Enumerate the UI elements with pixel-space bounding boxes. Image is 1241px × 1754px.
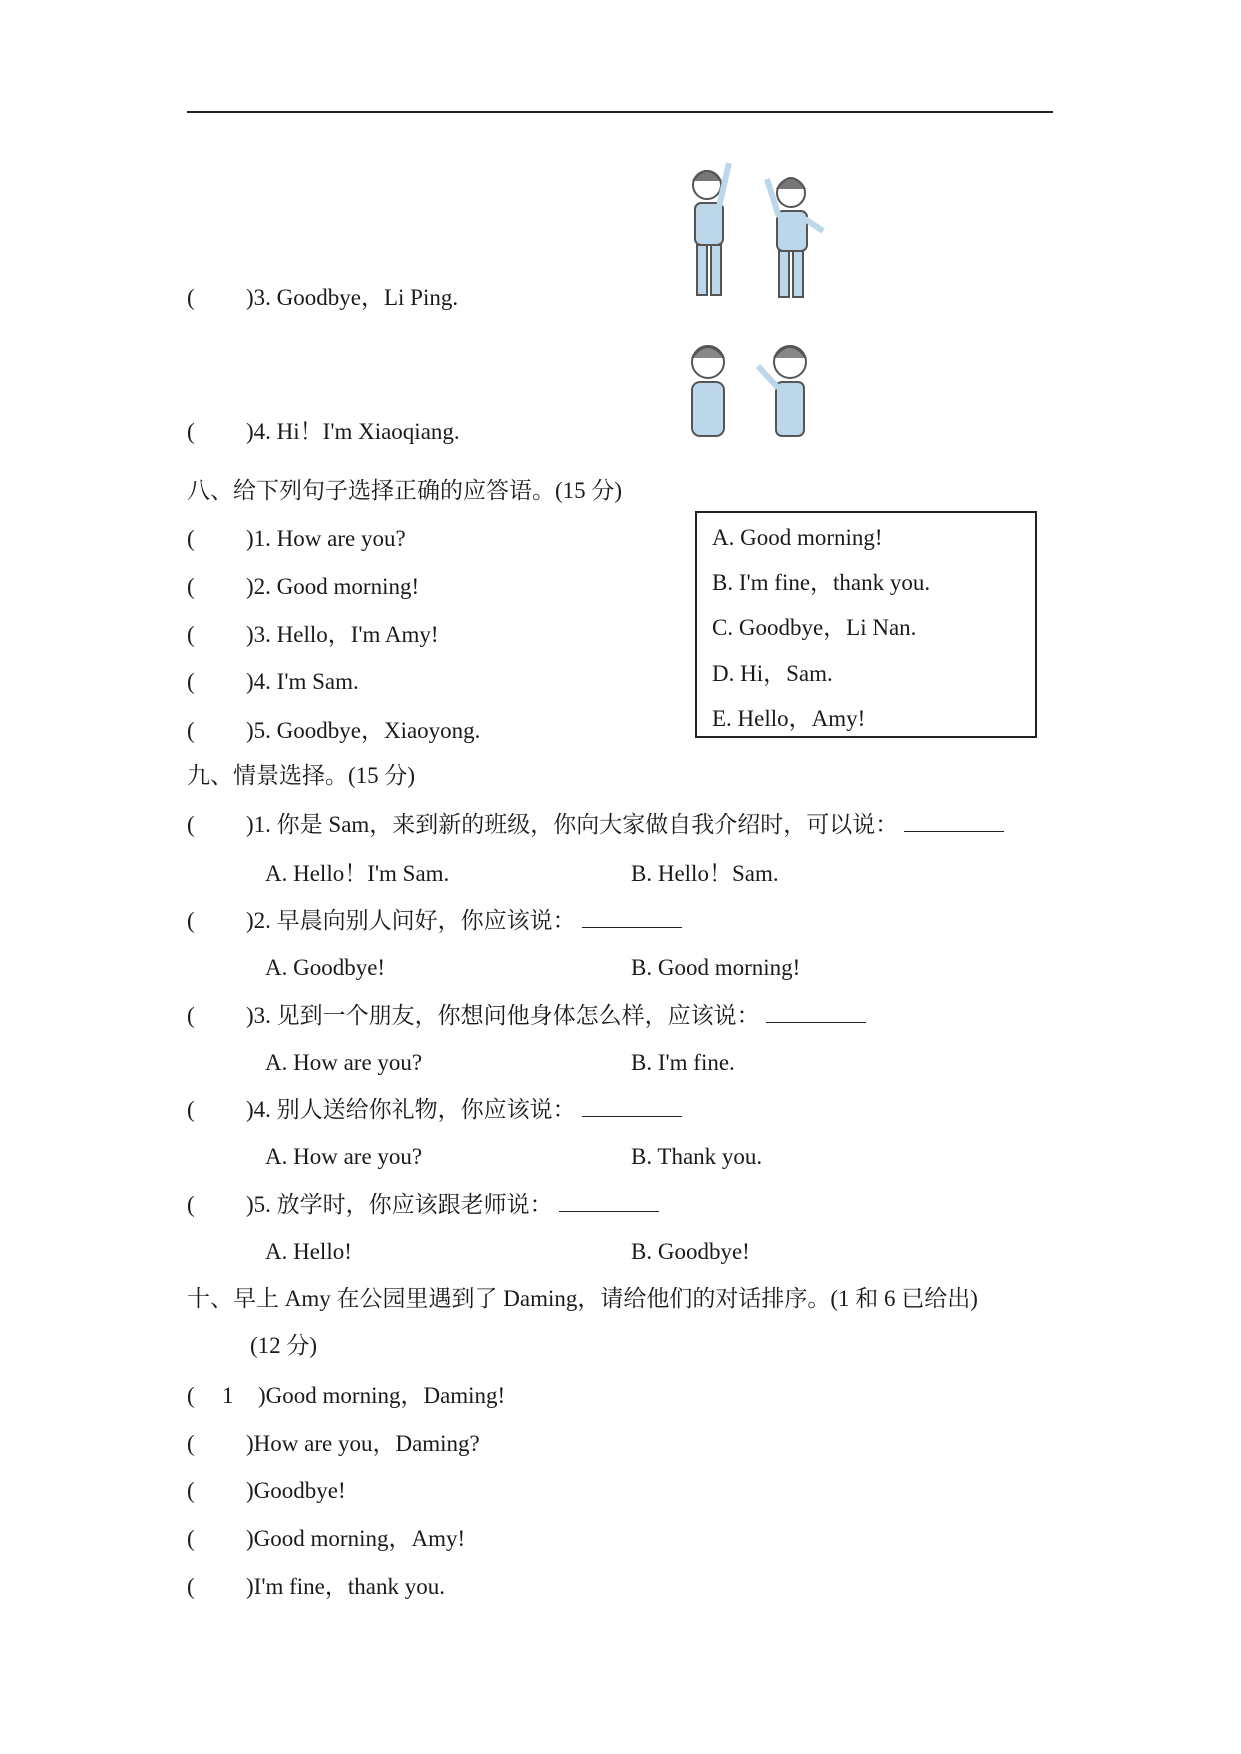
- choice-b: B. Goodbye!: [631, 1239, 750, 1264]
- answer-blank[interactable]: (: [187, 1383, 195, 1408]
- option-e: E. Hello，Amy!: [712, 706, 866, 731]
- answer-blank[interactable]: (: [187, 1431, 195, 1456]
- answer-blank[interactable]: (: [187, 908, 195, 933]
- question-text: [246, 1193, 659, 1216]
- question-text: [246, 1098, 682, 1121]
- fill-blank[interactable]: [559, 1193, 659, 1212]
- section-10-score: (12 分): [250, 1333, 318, 1358]
- fill-blank[interactable]: [582, 909, 682, 928]
- answer-blank[interactable]: (: [187, 1574, 195, 1599]
- choice-b: B. Thank you.: [631, 1144, 763, 1169]
- two-boys-waving-goodbye-image: [683, 157, 839, 301]
- answer-blank[interactable]: (: [187, 1526, 195, 1551]
- question-label: )2. 早晨向别人问好，你应该说：: [246, 908, 576, 933]
- question-text: [246, 1004, 866, 1027]
- dialogue-line: )How are you，Daming?: [246, 1431, 480, 1456]
- answer-blank[interactable]: (: [187, 574, 195, 599]
- answer-blank[interactable]: (: [187, 812, 195, 837]
- dialogue-line: )Good morning，Daming!: [258, 1383, 506, 1408]
- dialogue-line: )Good morning，Amy!: [246, 1526, 466, 1551]
- option-b: B. I'm fine，thank you.: [712, 570, 931, 595]
- section-10-title: 十、早上 Amy 在公园里遇到了 Daming，请给他们的对话排序。(1 和 6 已给出): [187, 1286, 978, 1311]
- header-rule: [187, 111, 1053, 113]
- question-text: )3. Hello，I'm Amy!: [246, 622, 439, 647]
- section-8-title: 八、给下列句子选择正确的应答语。(15 分): [187, 478, 623, 503]
- option-c: C. Goodbye，Li Nan.: [712, 615, 917, 640]
- answer-blank[interactable]: (: [187, 1192, 195, 1217]
- choice-a: A. Goodbye!: [265, 955, 386, 980]
- section-9-title: 九、情景选择。(15 分): [187, 763, 416, 788]
- answer-blank[interactable]: (: [187, 1478, 195, 1503]
- option-d: D. Hi，Sam.: [712, 661, 833, 686]
- fill-blank[interactable]: [766, 1004, 866, 1023]
- answer-blank[interactable]: (: [187, 285, 195, 310]
- answer-blank[interactable]: (: [187, 1097, 195, 1122]
- question-text: )2. Good morning!: [246, 574, 420, 599]
- answer-blank[interactable]: (: [187, 718, 195, 743]
- choice-b: B. I'm fine.: [631, 1050, 735, 1075]
- choice-a: A. Hello!: [265, 1239, 352, 1264]
- answer-blank[interactable]: (: [187, 526, 195, 551]
- question-text: )4. I'm Sam.: [246, 669, 359, 694]
- question-label: )4. 别人送给你礼物，你应该说：: [246, 1097, 576, 1122]
- choice-a: A. Hello！I'm Sam.: [265, 861, 450, 886]
- girl-and-boy-greeting-image: [678, 336, 820, 440]
- choice-a: A. How are you?: [265, 1144, 423, 1169]
- answer-options-box: [695, 511, 1037, 738]
- dialogue-line: )Goodbye!: [246, 1478, 346, 1503]
- question-label: )3. 见到一个朋友，你想问他身体怎么样，应该说：: [246, 1003, 760, 1028]
- choice-b: B. Hello！Sam.: [631, 861, 779, 886]
- given-order-number: 1: [222, 1383, 234, 1408]
- question-text: )4. Hi！I'm Xiaoqiang.: [246, 419, 460, 444]
- question-label: )1. 你是 Sam，来到新的班级，你向大家做自我介绍时，可以说：: [246, 812, 899, 837]
- choice-a: A. How are you?: [265, 1050, 423, 1075]
- question-text: )5. Goodbye，Xiaoyong.: [246, 718, 481, 743]
- option-a: A. Good morning!: [712, 525, 883, 550]
- question-text: [246, 813, 1004, 836]
- question-text: )1. How are you?: [246, 526, 406, 551]
- question-label: )5. 放学时，你应该跟老师说：: [246, 1192, 553, 1217]
- fill-blank[interactable]: [582, 1098, 682, 1117]
- answer-blank[interactable]: (: [187, 1003, 195, 1028]
- fill-blank[interactable]: [904, 813, 1004, 832]
- answer-blank[interactable]: (: [187, 669, 195, 694]
- answer-blank[interactable]: (: [187, 622, 195, 647]
- question-text: [246, 909, 682, 932]
- dialogue-line: )I'm fine，thank you.: [246, 1574, 445, 1599]
- answer-blank[interactable]: (: [187, 419, 195, 444]
- choice-b: B. Good morning!: [631, 955, 801, 980]
- question-text: )3. Goodbye，Li Ping.: [246, 285, 459, 310]
